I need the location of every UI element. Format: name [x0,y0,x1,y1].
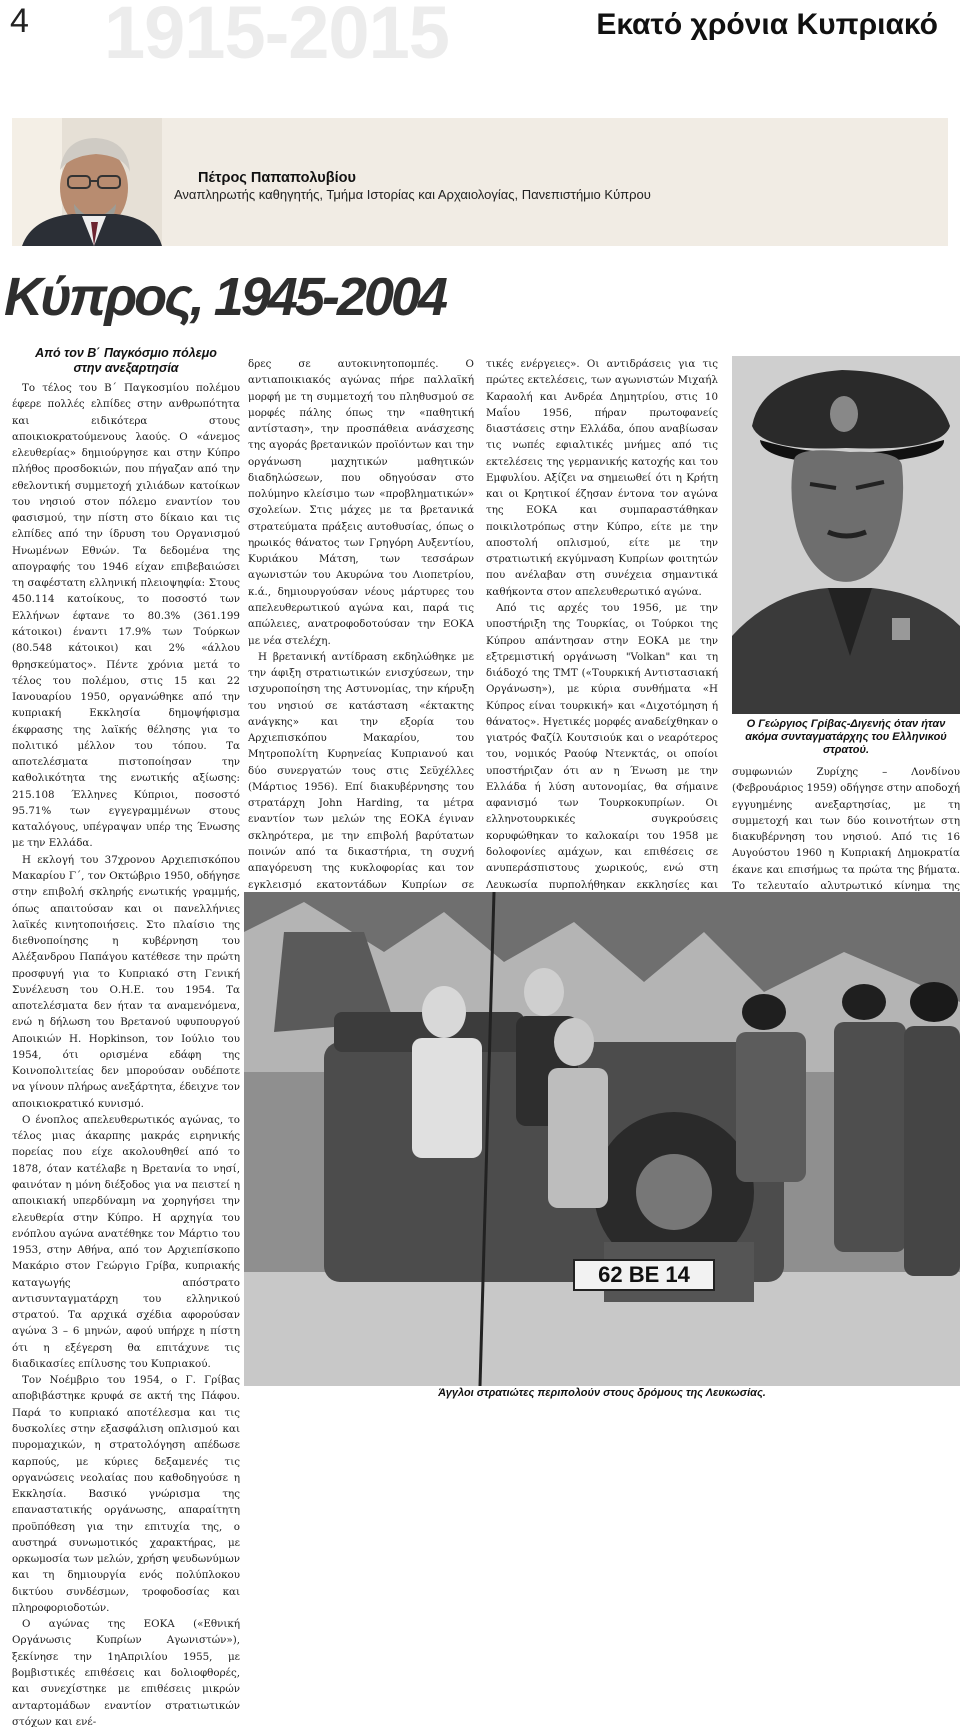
paragraph: Από τις αρχές του 1956, με την υποστήριξη της Τουρκίας, οι Τούρκοι της Κύπρου απάντησαν στην ΕΟΚΑ με την εξτρεμιστική οργάνωση "Volkan" και τη διάδοχό της ΤΜΤ («Τουρκική Αντιστασιακή Οργάνωση»), με κύρια συνθήματα «Η Κύπρος είναι τουρκική» και «Διχοτόμηση ή θάνατος». Ηγετικές μορφές αναδείχθηκαν ο γιατρός Φαζίλ Κουτσιούκ και ο νεαρότερος του, νομικός Ραούφ Ντενκτάς, οι οποίοι υποστήριζαν ότι αν η Ένωση με την Ελλάδα ή λύση αυτονομίας, θα σήμαινε αφανισμό των Τουρκοκυπρίων. Οι ελληνοτουρκικές συγκρούσεις κορυφώθηκαν το καλοκαίρι του 1958 με δολοφονίες αμάχων, και επιθέσεις σε ανυπεράσπιστους χωρικούς, ενώ στη Λευκωσία πυρπολήθηκαν εκκλησίες και [486,601,718,891]
subhead-line-2: στην ανεξαρτησία [73,361,179,375]
author-photo [12,118,162,246]
article-headline: Κύπρος, 1945-2004 [4,267,446,327]
paragraph: Το τέλος του Β΄ Παγκοσμίου πολέμου έφερε πολλές ελπίδες στην ανθρωπότητα και ειδικότερα στους αποικιοκρατούμενους λαούς. Ο «άνεμος ελευθερίας» δημιούργησε και στην Κύπρο πλήθος προσδοκιών, που πήγαζαν από την εθελοντική συμμετοχή χιλιάδων κατοίκων του νησιού στον πόλεμο εναντίον του φασισμού, την πίστη στο δίκαιο και τις ελπίδες από την ίδρυση του Οργανισμού Ηνωμένων Εθνών. Τα δεδομένα της απογραφής του 1946 είχαν επιβεβαιώσει τη σαφέστατη ελληνική πλειοψηφία: Στους 450.114 κατοίκους, το ποσοστό των Ελλήνων έφτανε το 80.3% (361.199 κάτοικοι) έναντι 17.9% των Τούρκων (80.548 κάτοικοι) και 2% «άλλου θρησκεύματος». Πέντε χρόνια μετά το τέλος του πολέμου, στις 15 και 22 Ιανουαρίου 1950, οργανώθηκε από την κυπριακή Εκκλησία δημοψήφισμα έκφρασης της λαϊκής θέλησης για το πολιτικό μέλλον του τόπου. Τα αποτελέσματα πιστοποίησαν την καθολικότητα της ενωτικής αξίωσης: 215.108 Έλληνες Κύπριοι, ποσοστό 95.71% των εγγεγραμμένων στους καταλόγους, υπέγραψαν υπέρ της Ένωσης με την Ελλάδα. [12,382,240,850]
section-title: Εκατό χρόνια Κυπριακό [596,8,938,41]
subhead-line-1: Από τον Β΄ Παγκόσμιο πόλεμο [35,346,217,360]
paragraph: Η βρετανική αντίδραση εκδηλώθηκε με την άφιξη στρατιωτικών ενισχύσεων, την ισχυροποίηση της Αστυνομίας, την κήρυξη του νησιού σε κατάσταση «έκτακτης ανάγκης» και την εξορία του Αρχιεπισκόπου Μακαρίου, του Μητροπολίτη Κυρηνείας Κυπριανού και δύο συνεργατών τους στις Σεϋχέλλες (Μάρτιος 1956). Επί διακυβέρνησης του στρατάρχη John Harding, τα μέτρα εναντίον των μελών της ΕΟΚΑ έγιναν σκληρότερα, με την επιβολή βαρύτατων ποινών από τα δικαστήρια, τη συχνή απαγόρευση της κυκλοφορίας και τον εγκλεισμό εκατοντάδων Κυπρίων σε [248,650,474,891]
caption-grivas: Ο Γεώργιος Γρίβας-Διγενής όταν ήταν ακόμα συνταγματάρχης του Ελληνικού στρατού. [745,718,947,756]
article-column-1 [12,380,240,1728]
article-column-4 [732,764,960,892]
article-subhead [12,346,240,376]
paragraph: Τον Νοέμβριο του 1954, ο Γ. Γρίβας αποβιβάστηκε κρυφά σε ακτή της Πάφου. Παρά το κυπριακό αποτέλεσμα και τις δυσκολίες στην εξασφάλιση οπλισμού και πυρομαχικών, η στρατολόγηση απέδωσε καρπούς, με κύριες δεξαμενές τις οργανώσεις νεολαίας που καθοδηγούσε η Εκκλησία. Βασικό γνώρισμα της επαναστατικής οργάνωσης, απαραίτητη προϋπόθεση για την επιτυχία της, ο αυστηρά συνωμοτικός χαρακτήρας, με ορκωμοσία των μελών, χρήση ψευδωνύμων και τη δημιουργία ενός πολύπλοκου δικτύου συνδέσμων, τροφοδοσίας και πληροφοριοδοτών. [12,1374,240,1614]
author-name: Πέτρος Παπαπολυβίου [198,170,356,186]
license-plate: 62 BE 14 [598,1262,690,1287]
page-number: 4 [10,2,29,40]
paragraph: Ο αγώνας της ΕΟΚΑ («Εθνική Οργάνωσις Κυπρίων Αγωνιστών»), ξεκίνησε την 1ηΑπριλίου 1955, με βομβιστικές επιθέσεις και δολιοφθορές, και συνεχίστηκε με επιθέσεις μικρών ανταρτομάδων εναντίον στρατιωτικών στόχων και ενέ- [12,1618,240,1728]
author-portrait-image [12,118,162,246]
photo-soldiers [244,892,960,1386]
paragraph: Η εκλογή του 37χρονου Αρχιεπισκόπου Μακαρίου Γ΄, τον Οκτώβριο 1950, οδήγησε στην επιβολή σκληρής ενωτικής γραμμής, όπως απαιτούσαν και οι πανελλήνιες λαϊκές κινητοποιήσεις. Στο πλαίσιο της διεθνοποίησης η κυβέρνηση του Αλέξανδρου Παπάγου κατέθεσε την πρώτη προσφυγή για το Κυπριακό στη Γενική Συνέλευση του Ο.Η.Ε. του 1954. Τα αποτελέσματα δεν ήταν τα αναμενόμενα, ενώ η δήλωση του Βρετανού υφυπουργού Αποικιών Η. Hopkinson, τον Ιούλιο του 1954, ότι ορισμένα εδάφη της Κοινοπολιτείας δεν μπορούσαν ουδέποτε να γίνουν πλήρως ανεξάρτητα, έδειχνε τον αποικιοκρατικό κυνισμό. [12,853,240,1110]
photo-grivas [732,356,960,714]
caption-soldiers: Άγγλοι στρατιώτες περιπολούν στους δρόμους της Λευκωσίας. [438,1387,766,1399]
article-column-2 [248,356,474,891]
author-role: Αναπληρωτής καθηγητής, Τμήμα Ιστορίας και Αρχαιολογίας, Πανεπιστήμιο Κύπρου [174,187,651,202]
year-watermark: 1915-2015 [104,0,449,74]
paragraph: τικές ενέργειες». Οι αντιδράσεις για τις πρώτες εκτελέσεις, των αγωνιστών Μιχαήλ Καραολή και Ανδρέα Δημητρίου, στις 10 Μαΐου 1956, πήραν πρωτοφανείς διαστάσεις στην Ελλάδα, όπου αναβίωσαν τις νωπές εφιαλτικές μνήμες από τις εκτελέσεις της γερμανικής κατοχής και του Εμφυλίου. Αξίζει να σημειωθεί ότι η Κρήτη και οι Κρητικοί έζησαν έντονα τον αγώνα της ΕΟΚΑ και συμπαραστάθηκαν ποικιλοτρόπως στην Κύπρο, είτε με την αποστολή οπλισμού, είτε με την στρατιωτική εκγύμναση Κυπρίων φοιτητών που ανέλαβαν στη συνέχεια σημαντικά καθήκοντα στον απελευθερωτικό αγώνα. [486,358,718,598]
paragraph: δρες σε αυτοκινητοπομπές. Ο αντιαποικιακός αγώνας πήρε παλλαϊκή μορφή με τη συμμετοχή του πληθυσμού σε μορφές πάλης όπως την «παθητική αντίσταση», την προσπάθεια ανάσχεσης της αγοράς βρετανικών προϊόντων και την οργάνωση μαχητικών μαθητικών διαδηλώσεων, που οδηγούσαν στο πολύμηνο κλείσιμο των «προβληματικών» σχολείων. Στις μάχες με τα βρετανικά στρατεύματα πράξεις αυτοθυσίας, όπως ο ηρωικός θάνατος των Γρηγόρη Αυξεντίου, Κυριάκου Μάτση, των τεσσάρων αγωνιστών του Ακυρώνα του Λιοπετρίου, κ.ά., δημιουργούσαν νέους μάρτυρες του απελευθερωτικού αγώνα και, παρά τις απώλειες, ανατροφοδοτούσαν την ΕΟΚΑ με νέα στελέχη. [248,358,474,647]
paragraph: συμφωνιών Ζυρίχης – Λονδίνου (Φεβρουάριος 1959) οδήγησε στην αποδοχή εγγυημένης ανεξαρτησίας, με τη συμμετοχή και των δύο κοινοτήτων στη διακυβέρνηση του νησιού. Από τις 16 Αυγούστου 1960 η Κυπριακή Δημοκρατία έκανε και επισήμως τα πρώτα της βήματα. Το τελευταίο αλυτρωτικό κίνημα της [732,766,960,892]
paragraph: Ο ένοπλος απελευθερωτικός αγώνας, το τέλος μιας άκαρπης μακράς ειρηνικής πορείας που είχε ακολουθηθεί από το 1878, όταν κατέλαβε η Βρετανία το νησί, φαινόταν η μόνη διέξοδος για να πειστεί η αποικιακή υπερδύναμη να χορηγήσει την ελευθερία στην Κύπρο. Η αρχηγία του ενόπλου αγώνα ανατέθηκε τον Μάρτιο του 1953, στην Αθήνα, από τον Αρχιεπίσκοπο Μακάριο στον Γεώργιο Γρίβα, κυπριακής καταγωγής απόστρατο αντισυνταγματάρχη του ελληνικού στρατού. Τα αρχικά σχέδια αφορούσαν αγώνα 3 – 6 μηνών, αφού υπήρχε η πίστη ότι η εξέγερση θα επιτάχυνε τις διαδικασίες επίλυσης του Κυπριακού. [12,1113,240,1370]
article-column-3 [486,356,718,891]
officer-portrait-image [732,356,960,714]
soldiers-jeep-image [244,892,960,1386]
